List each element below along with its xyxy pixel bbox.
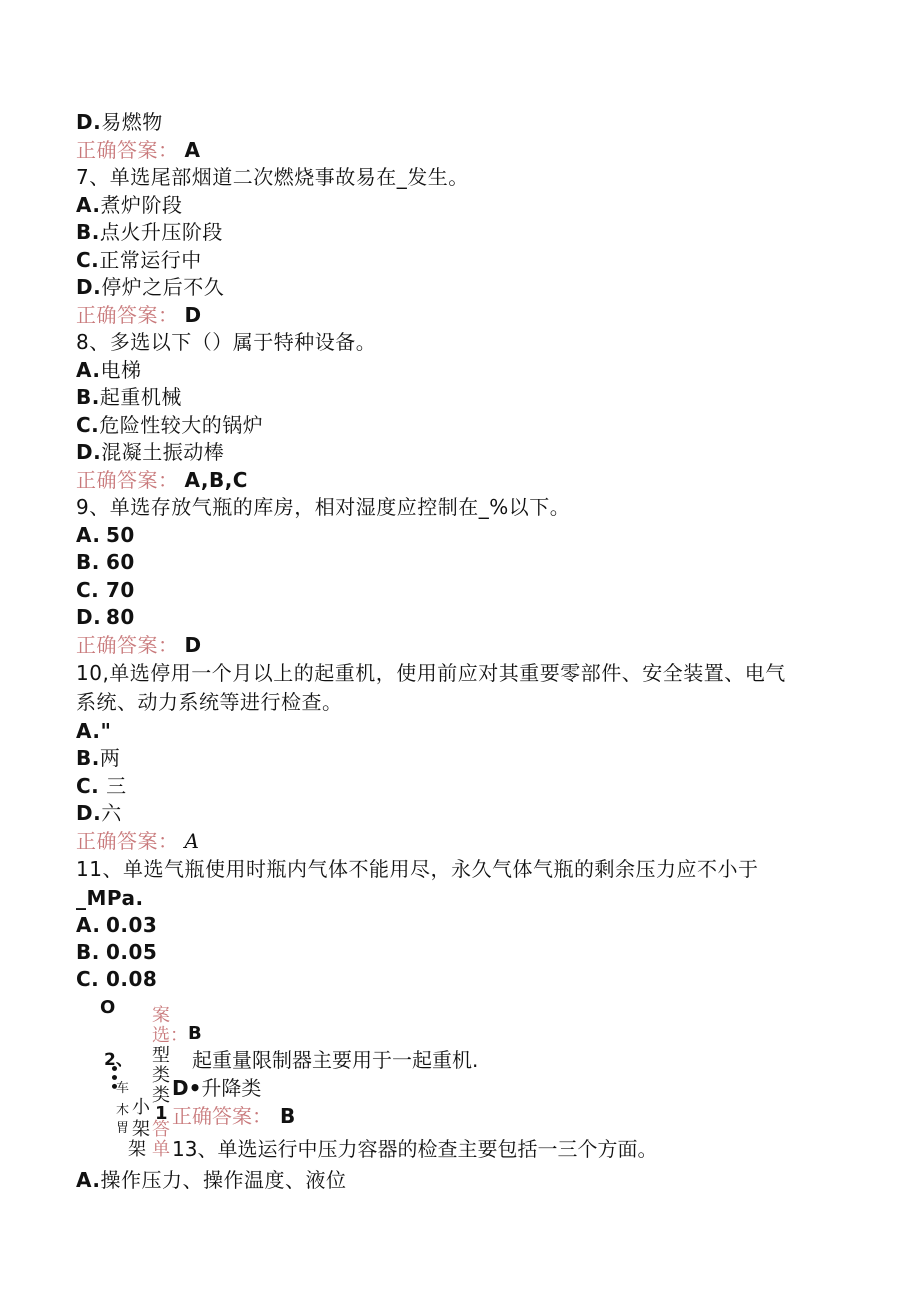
option-key: D. [76,801,102,825]
option-text: 电梯 [100,358,142,382]
garbled-mu: 木 [116,1103,130,1118]
option-text: 六 [101,801,122,825]
q8-option-d [76,438,224,466]
option-text: 煮炉阶段 [100,193,183,217]
option-key: B. [76,746,100,770]
option-key: A. [76,913,101,937]
garbled-lei1: 类 [152,1065,170,1086]
q7-stem: 7、单选尾部烟道二次燃烧事故易在_发生。 [76,165,469,189]
answer-value: D [184,303,202,327]
q9-option-c [76,576,135,604]
garbled-xuan-char: 选： [152,1025,188,1046]
option-key: A. [76,523,101,547]
garbled-che: 车 [116,1081,130,1096]
option-text: 60 [106,550,135,574]
option-key: C. [76,248,100,272]
option-text: 0.03 [106,913,158,937]
q10-option-c [76,772,127,800]
q10-stem-line2: 系统、动力系统等进行检查。 [76,690,343,714]
option-text: 升降类 [201,1076,262,1100]
q8-stem: 8、多选以下（）属于特种设备。 [76,330,377,354]
garbled-guan: 胃 [116,1121,130,1136]
option-text: 80 [106,605,135,629]
garbled-jia1: 架 [132,1119,150,1140]
q10-option-a [76,717,111,745]
garbled-jia2: 架 [128,1139,146,1160]
answer-value: A [184,829,200,853]
option-text: 0.05 [106,940,158,964]
option-key: C. [76,578,100,602]
answer-label: 正确答案： [76,303,179,327]
garbled-dan: 单 [152,1139,170,1160]
q7-option-d [76,273,224,301]
option-key: B. [76,940,100,964]
option-key: D. [76,110,102,134]
option-key: A. [76,719,101,743]
option-text: 0.08 [106,967,158,991]
option-key: B. [76,220,100,244]
q13-stem: 13、单选运行中压力容器的检查主要包括一三个方面。 [172,1137,658,1161]
option-text: 50 [106,523,135,547]
option-text: " [100,719,112,743]
answer-label: 正确答案： [76,829,179,853]
garbled-xiao: 小 [132,1097,150,1118]
answer-label: 正确答案： [76,468,179,492]
answer-value: A,B,C [184,468,248,492]
garbled-da: 答 [152,1119,170,1140]
option-text: 危险性较大的锅炉 [99,413,264,437]
q9-stem: 9、单选存放气瓶的库房，相对湿度应控制在_%以下。 [76,495,571,519]
option-text: 三 [99,774,127,798]
q7-option-a [76,191,182,219]
answer-label: 正确答案： [76,633,179,657]
option-key: C. [76,413,100,437]
q7-answer [76,301,202,329]
q9-option-a [76,521,135,549]
garbled-lei2: 类 [152,1085,170,1106]
option-text: 点火升压阶段 [99,220,223,244]
garbled-two-mark: 2、 [104,1050,133,1070]
option-key: C. [76,967,100,991]
q8-answer [76,466,248,494]
q8-option-b [76,383,182,411]
option-key: A. [76,193,101,217]
option-text: 70 [106,578,135,602]
garbled-dots: ••• [105,1064,121,1091]
answer-value: A [184,138,201,162]
q12-option-d [172,1076,261,1100]
option-key: A. [76,1168,101,1192]
option-text: 混凝土振动棒 [101,440,225,464]
q10-option-d [76,799,122,827]
option-key: D. [76,275,102,299]
option-key: D. [76,440,102,464]
q10-answer [76,827,199,855]
q11-stem-line2: _MPa. [76,886,144,910]
answer-value: D [184,633,202,657]
q9-option-d [76,603,135,631]
q8-option-a [76,356,141,384]
option-key: B. [76,550,100,574]
q10-option-b [76,744,120,772]
garbled-xing: 型 [152,1045,170,1066]
option-text: 停炉之后不久 [101,275,225,299]
garbled-one: 1 [155,1103,168,1124]
garbled-an-char: 案 [152,1005,170,1026]
q6-answer [76,136,200,164]
option-key: A. [76,358,101,382]
q8-option-c [76,411,263,439]
q11-stem-line1: 11、单选气瓶使用时瓶内气体不能用尽，永久气体气瓶的剩余压力应不小于 [76,857,759,881]
option-key: D. [76,605,102,629]
q9-option-b [76,548,135,576]
q12-answer [172,1104,295,1128]
option-text: 易燃物 [101,110,163,134]
option-key: D• [172,1076,202,1100]
option-text: 正常运行中 [99,248,202,272]
option-text: 两 [99,746,121,770]
q10-stem-line1: 10,单选停用一个月以上的起重机，使用前应对其重要零部件、安全装置、电气 [76,661,786,685]
option-text: 操作压力、操作温度、液位 [100,1168,347,1192]
option-key: C. [76,774,100,798]
q11-option-a [76,911,157,939]
q7-option-b [76,218,223,246]
answer-label: 正确答案： [172,1104,272,1128]
q11-option-b [76,938,157,966]
answer-value: B [280,1104,296,1128]
q13-option-a [76,1166,346,1194]
option-text: 起重机械 [99,385,182,409]
q9-answer [76,631,202,659]
q12-stem: 起重量限制器主要用于一起重机. [192,1048,479,1072]
garbled-b1: B [188,1023,202,1044]
q11-option-c [76,965,157,993]
q7-option-c [76,246,202,274]
answer-label: 正确答案： [76,138,179,162]
garbled-o-mark: O [100,997,116,1018]
q6-option-d [76,108,163,136]
option-key: B. [76,385,100,409]
